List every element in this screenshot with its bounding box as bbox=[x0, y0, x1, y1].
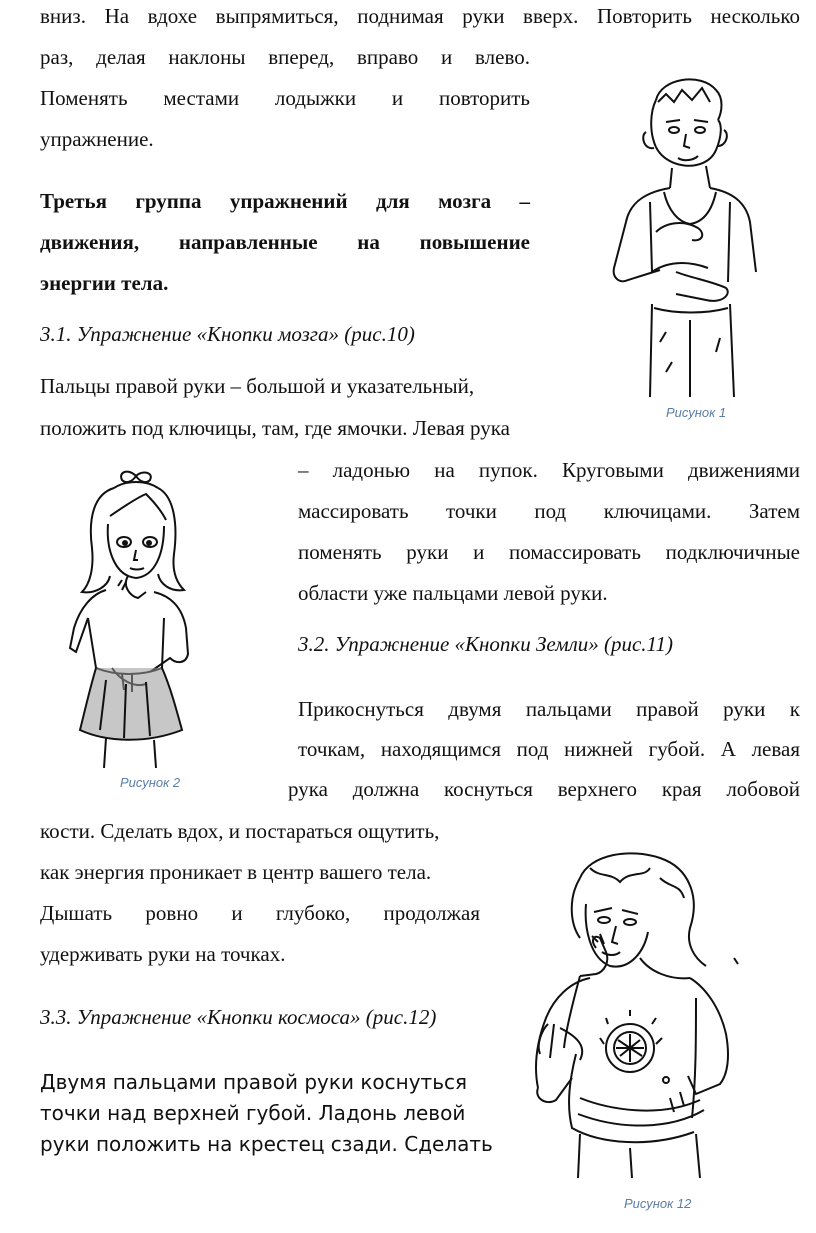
figure-caption: Рисунок 2 bbox=[120, 775, 181, 790]
body-text-line: Прикоснуться двумя пальцами правой руки к bbox=[298, 697, 800, 721]
girl-hand-on-chin-illustration bbox=[66, 468, 196, 768]
body-text-line: Дышать ровно и глубоко, продолжая bbox=[40, 901, 480, 925]
body-text-line: Поменять местами лодыжки и повторить bbox=[40, 86, 530, 110]
body-text-line: упражнение. bbox=[40, 127, 154, 151]
figure-caption: Рисунок 1 bbox=[666, 405, 727, 420]
body-text-line: положить под ключицы, там, где ямочки. Левая рука bbox=[40, 416, 510, 440]
body-text-line: как энергия проникает в центр вашего тела. bbox=[40, 860, 432, 884]
section-heading: энергии тела. bbox=[40, 271, 169, 295]
body-text-line: вниз. На вдохе выпрямиться, поднимая руки вверх. Повторить несколько bbox=[40, 4, 800, 28]
body-text-line: удерживать руки на точках. bbox=[40, 942, 286, 966]
body-text-line: раз, делая наклоны вперед, вправо и влево. bbox=[40, 45, 530, 69]
body-text-line: кости. Сделать вдох, и постараться ощутить, bbox=[40, 819, 440, 843]
body-text-line: рука должна коснуться верхнего края лобовой bbox=[288, 777, 800, 801]
section-heading: Третья группа упражнений для мозга – bbox=[40, 189, 530, 213]
figure-caption: Рисунок 12 bbox=[624, 1196, 692, 1211]
section-heading: движения, направленные на повышение bbox=[40, 230, 530, 254]
body-text-line: поменять руки и помассировать подключичные bbox=[298, 540, 800, 564]
body-text-line: точкам, находящимся под нижней губой. А левая bbox=[298, 737, 800, 761]
body-text-line: массировать точки под ключицами. Затем bbox=[298, 499, 800, 523]
body-text-line: области уже пальцами левой руки. bbox=[298, 581, 608, 605]
boy-hand-on-chest-illustration bbox=[606, 72, 766, 397]
exercise-title: 3.3. Упражнение «Кнопки космоса» (рис.12) bbox=[40, 1005, 437, 1029]
woman-fingers-on-lip-illustration bbox=[520, 848, 750, 1188]
body-text-line: руки положить на крестец сзади. Сделать bbox=[40, 1132, 493, 1156]
body-text-line: Пальцы правой руки – большой и указательный, bbox=[40, 374, 475, 398]
exercise-title: 3.1. Упражнение «Кнопки мозга» (рис.10) bbox=[40, 322, 415, 346]
exercise-title: 3.2. Упражнение «Кнопки Земли» (рис.11) bbox=[298, 632, 673, 656]
body-text-line: точки над верхней губой. Ладонь левой bbox=[40, 1101, 466, 1125]
body-text-line: Двумя пальцами правой руки коснуться bbox=[40, 1070, 468, 1094]
body-text-line: – ладонью на пупок. Круговыми движениями bbox=[298, 458, 800, 482]
